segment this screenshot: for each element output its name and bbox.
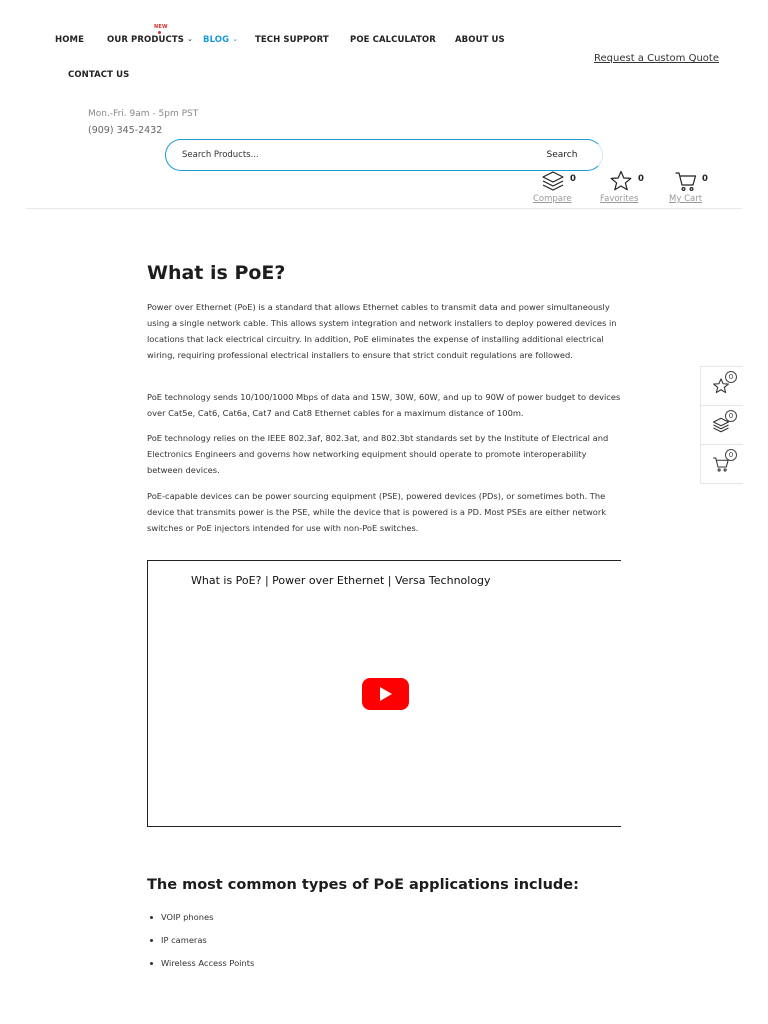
video-title[interactable]: What is PoE? | Power over Ethernet | Versa Technology bbox=[191, 574, 491, 587]
phone-number[interactable]: (909) 345-2432 bbox=[88, 125, 163, 136]
new-indicator-dot bbox=[158, 31, 161, 34]
star-icon[interactable] bbox=[609, 169, 633, 197]
search-button[interactable]: Search bbox=[522, 141, 602, 169]
nav-blog[interactable] bbox=[203, 35, 238, 45]
floating-side-panel bbox=[700, 366, 743, 484]
chevron-down-icon: ⌄ bbox=[232, 35, 239, 43]
list-item: Wireless Access Points bbox=[147, 954, 254, 977]
chevron-down-icon: ⌄ bbox=[186, 35, 193, 43]
section-heading: The most common types of PoE applications include: bbox=[147, 877, 579, 893]
request-quote-link[interactable]: Request a Custom Quote bbox=[594, 53, 719, 64]
search-bar bbox=[165, 139, 603, 171]
nav-home[interactable]: HOME bbox=[55, 35, 85, 45]
search-input[interactable] bbox=[182, 148, 502, 162]
favorites-link[interactable]: Favorites bbox=[600, 194, 639, 204]
nav-our-products-label: OUR PRODUCTS bbox=[107, 35, 184, 45]
side-compare-button[interactable] bbox=[701, 406, 743, 445]
favorites-badge: 0 bbox=[725, 371, 737, 383]
favorites-count: 0 bbox=[638, 174, 644, 184]
compare-count: 0 bbox=[570, 174, 576, 184]
page-title: What is PoE? bbox=[147, 262, 286, 284]
nav-blog-label: BLOG bbox=[203, 35, 230, 45]
applications-list bbox=[147, 908, 254, 977]
nav-our-products[interactable] bbox=[107, 35, 193, 45]
new-badge: NEW bbox=[154, 24, 168, 30]
article-paragraph: PoE technology relies on the IEEE 802.3af, 802.3at, and 802.3bt standards set by the Institute of Electrical and Electronics Engineers and governs how networking equipment should operate to promote interoperability between devices. bbox=[147, 433, 609, 476]
nav-about-us[interactable]: ABOUT US bbox=[455, 35, 505, 45]
nav-poe-calculator[interactable]: POE CALCULATOR bbox=[350, 35, 436, 45]
nav-tech-support[interactable]: TECH SUPPORT bbox=[255, 35, 329, 45]
compare-icon[interactable] bbox=[541, 169, 565, 197]
cart-count: 0 bbox=[702, 174, 708, 184]
nav-contact-us[interactable]: CONTACT US bbox=[68, 70, 130, 80]
cart-icon[interactable] bbox=[674, 169, 698, 197]
list-item: IP cameras bbox=[147, 931, 254, 954]
cart-badge: 0 bbox=[725, 449, 737, 461]
article-paragraph: Power over Ethernet (PoE) is a standard that allows Ethernet cables to transmit data and power simultaneously using a single network cable. This allows system integration and network installers to deploy powered devices in locations that lack electrical circuitry. In addition, PoE eliminates the expense of installing additional electrical wiring, requiring professional electrical installers to ensure that strict conduit regulations are followed. bbox=[147, 302, 617, 361]
compare-link[interactable]: Compare bbox=[533, 194, 572, 204]
header-divider bbox=[26, 208, 742, 209]
cart-link[interactable]: My Cart bbox=[669, 194, 703, 204]
compare-badge: 0 bbox=[725, 410, 737, 422]
play-icon[interactable] bbox=[362, 678, 409, 710]
article-paragraph: PoE technology sends 10/100/1000 Mbps of data and 15W, 30W, 60W, and up to 90W of power budget to devices over Cat5e, Cat6, Cat6a, Cat7 and Cat8 Ethernet cables for a maximum distance of 100m. bbox=[147, 392, 621, 419]
video-embed[interactable] bbox=[147, 560, 621, 827]
list-item: VOIP phones bbox=[147, 908, 254, 931]
business-hours: Mon.-Fri. 9am - 5pm PST bbox=[88, 109, 199, 119]
article-paragraph: PoE-capable devices can be power sourcing equipment (PSE), powered devices (PDs), or sometimes both. The device that transmits power is the PSE, while the device that is powered is a PD. Most PSEs are either network switches or PoE injectors intended for use with non-PoE switches. bbox=[147, 491, 607, 534]
play-triangle bbox=[380, 687, 392, 701]
side-favorites-button[interactable] bbox=[701, 367, 743, 406]
side-cart-button[interactable] bbox=[701, 445, 743, 484]
